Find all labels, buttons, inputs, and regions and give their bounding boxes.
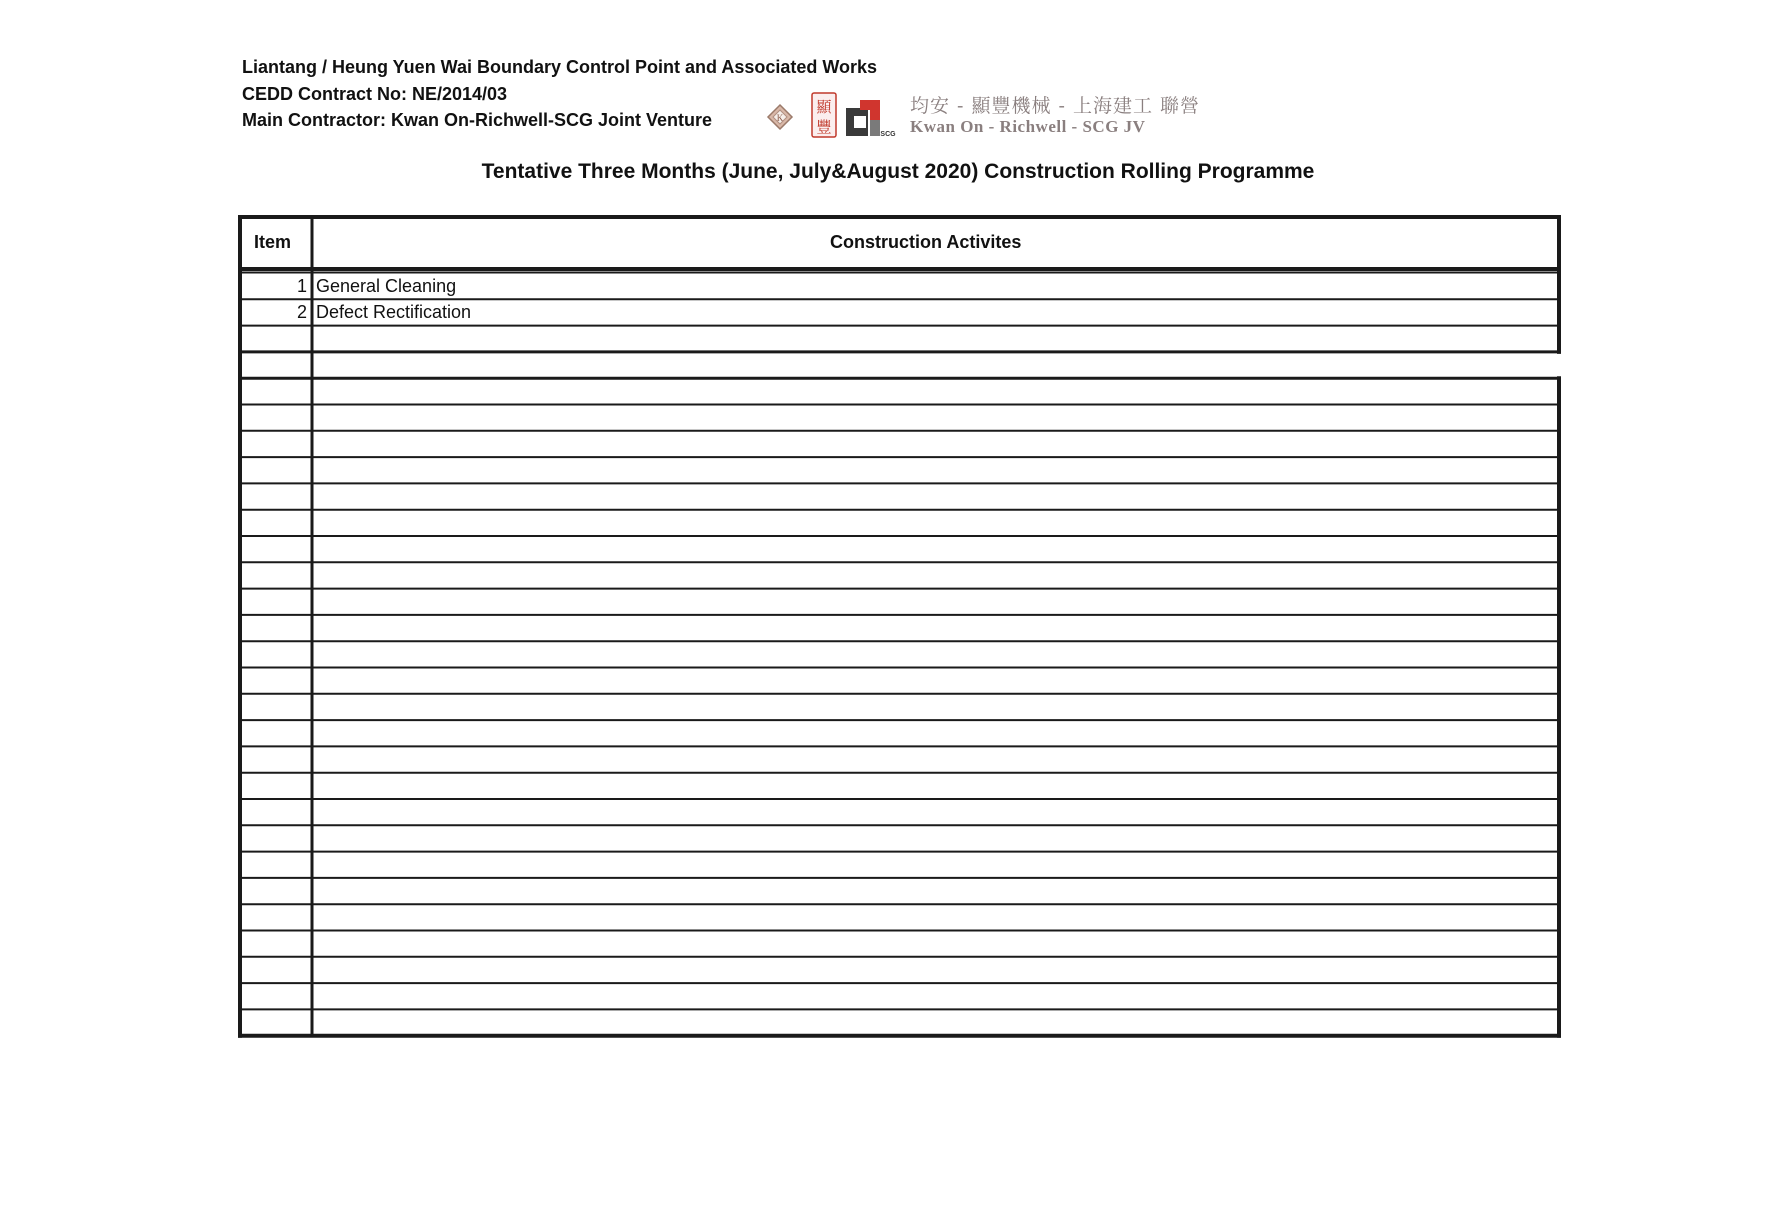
richwell-seal-icon	[811, 92, 837, 138]
table-row	[238, 562, 1559, 588]
table-row	[238, 825, 1559, 851]
logo-chinese-name: 均安 - 顯豐機械 - 上海建工 聯營	[910, 95, 1201, 117]
table-row	[238, 510, 1559, 536]
table-row	[238, 352, 1559, 378]
main-contractor: Main Contractor: Kwan On-Richwell-SCG Joint Venture	[242, 110, 713, 130]
table-row	[238, 1009, 1559, 1035]
table-row	[238, 668, 1559, 694]
column-header-item: Item	[254, 232, 292, 252]
table-row	[238, 904, 1559, 930]
project-title: Liantang / Heung Yuen Wai Boundary Control Point and Associated Works	[242, 57, 878, 77]
item-number-cell: 1	[296, 276, 307, 296]
table-row	[238, 431, 1559, 457]
activity-cell: General Cleaning	[316, 276, 457, 296]
diamond-letter: K	[776, 113, 784, 123]
table-row	[238, 852, 1559, 878]
scg-logo-icon	[846, 98, 894, 138]
table-row	[238, 589, 1559, 615]
table-row	[238, 378, 1559, 404]
table-row	[238, 641, 1559, 667]
table-row	[238, 536, 1559, 562]
table-row	[238, 615, 1559, 641]
programme-title	[0, 160, 1790, 184]
table-row	[238, 746, 1559, 772]
table-row	[238, 299, 1559, 325]
table-row	[238, 931, 1559, 957]
logo-english-name: Kwan On - Richwell - SCG JV	[910, 117, 1146, 136]
table-row	[238, 773, 1559, 799]
column-header-activities: Construction Activites	[830, 232, 1022, 252]
scg-label: SCG	[880, 131, 896, 138]
table-row	[238, 957, 1559, 983]
seal-char-1: 顯	[816, 98, 832, 116]
table-row	[238, 273, 1559, 299]
table-row	[238, 405, 1559, 431]
activity-cell: Defect Rectification	[316, 302, 472, 323]
kwan-on-diamond-icon	[767, 104, 793, 130]
programme-table	[238, 215, 1561, 1035]
table-row	[238, 483, 1559, 509]
table-row	[238, 983, 1559, 1009]
table-row	[238, 457, 1559, 483]
table-row	[238, 799, 1559, 825]
programme-title-text: Tentative Three Months (June, July&August 2020) Construction Rolling Programme	[481, 160, 1315, 183]
table-row	[238, 720, 1559, 746]
seal-char-2: 豐	[816, 118, 832, 136]
table-row	[238, 694, 1559, 720]
joint-venture-logo	[767, 90, 1237, 140]
contract-number: CEDD Contract No: NE/2014/03	[242, 83, 508, 104]
item-number-cell: 2	[296, 302, 307, 323]
table-row	[238, 878, 1559, 904]
table-row	[238, 326, 1559, 352]
